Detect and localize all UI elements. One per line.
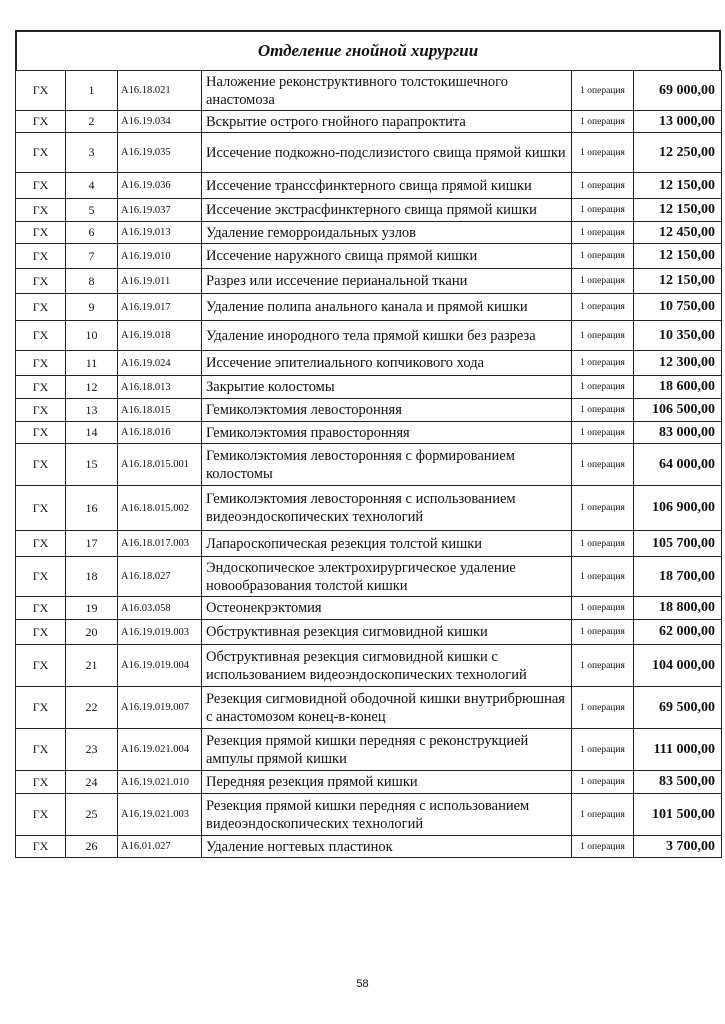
number-cell: 14 bbox=[66, 422, 118, 444]
price-cell: 12 150,00 bbox=[634, 173, 722, 199]
code-cell: A16.19.021.004 bbox=[118, 729, 202, 771]
service-name-cell: Эндоскопическое электрохирургическое удаление новообразования толстой кишки bbox=[202, 557, 572, 597]
unit-cell: 1 операция bbox=[572, 321, 634, 351]
number-cell: 15 bbox=[66, 444, 118, 486]
unit-cell: 1 операция bbox=[572, 836, 634, 858]
table-row bbox=[16, 294, 722, 321]
dept-cell: ГХ bbox=[16, 294, 66, 321]
section-title: Отделение гнойной хирургии bbox=[15, 30, 721, 70]
code-cell: A16.18.015.001 bbox=[118, 444, 202, 486]
number-cell: 10 bbox=[66, 321, 118, 351]
dept-cell: ГХ bbox=[16, 486, 66, 531]
service-name-cell: Резекция прямой кишки передняя с использованием видеоэндоскопических технологий bbox=[202, 794, 572, 836]
number-cell: 5 bbox=[66, 199, 118, 222]
price-cell: 12 150,00 bbox=[634, 269, 722, 294]
dept-cell: ГХ bbox=[16, 222, 66, 244]
table-row bbox=[16, 71, 722, 111]
dept-cell: ГХ bbox=[16, 444, 66, 486]
service-name-cell: Гемиколэктомия левосторонняя bbox=[202, 399, 572, 422]
price-cell: 69 000,00 bbox=[634, 71, 722, 111]
service-name-cell: Гемиколэктомия правосторонняя bbox=[202, 422, 572, 444]
unit-cell: 1 операция bbox=[572, 173, 634, 199]
code-cell: A16.19.010 bbox=[118, 244, 202, 269]
price-cell: 18 600,00 bbox=[634, 376, 722, 399]
table-row bbox=[16, 729, 722, 771]
table-row bbox=[16, 444, 722, 486]
table-row bbox=[16, 399, 722, 422]
dept-cell: ГХ bbox=[16, 794, 66, 836]
number-cell: 26 bbox=[66, 836, 118, 858]
number-cell: 7 bbox=[66, 244, 118, 269]
table-row bbox=[16, 557, 722, 597]
unit-cell: 1 операция bbox=[572, 222, 634, 244]
service-name-cell: Удаление инородного тела прямой кишки без разреза bbox=[202, 321, 572, 351]
dept-cell: ГХ bbox=[16, 729, 66, 771]
unit-cell: 1 операция bbox=[572, 294, 634, 321]
unit-cell: 1 операция bbox=[572, 687, 634, 729]
services-table bbox=[15, 70, 722, 858]
dept-cell: ГХ bbox=[16, 133, 66, 173]
price-cell: 106 900,00 bbox=[634, 486, 722, 531]
unit-cell: 1 операция bbox=[572, 597, 634, 620]
number-cell: 24 bbox=[66, 771, 118, 794]
dept-cell: ГХ bbox=[16, 71, 66, 111]
price-list-sheet bbox=[15, 30, 721, 858]
unit-cell: 1 операция bbox=[572, 269, 634, 294]
table-row bbox=[16, 321, 722, 351]
code-cell: A16.19.013 bbox=[118, 222, 202, 244]
unit-cell: 1 операция bbox=[572, 351, 634, 376]
table-row bbox=[16, 111, 722, 133]
code-cell: A16.03.058 bbox=[118, 597, 202, 620]
unit-cell: 1 операция bbox=[572, 620, 634, 645]
number-cell: 23 bbox=[66, 729, 118, 771]
dept-cell: ГХ bbox=[16, 111, 66, 133]
number-cell: 6 bbox=[66, 222, 118, 244]
service-name-cell: Вскрытие острого гнойного парапроктита bbox=[202, 111, 572, 133]
dept-cell: ГХ bbox=[16, 199, 66, 222]
number-cell: 22 bbox=[66, 687, 118, 729]
code-cell: A16.01.027 bbox=[118, 836, 202, 858]
price-cell: 12 150,00 bbox=[634, 244, 722, 269]
price-cell: 12 450,00 bbox=[634, 222, 722, 244]
dept-cell: ГХ bbox=[16, 771, 66, 794]
service-name-cell: Наложение реконструктивного толстокишечного анастомоза bbox=[202, 71, 572, 111]
number-cell: 12 bbox=[66, 376, 118, 399]
service-name-cell: Иссечение наружного свища прямой кишки bbox=[202, 244, 572, 269]
price-cell: 104 000,00 bbox=[634, 645, 722, 687]
code-cell: A16.19.021.003 bbox=[118, 794, 202, 836]
unit-cell: 1 операция bbox=[572, 771, 634, 794]
unit-cell: 1 операция bbox=[572, 444, 634, 486]
table-row bbox=[16, 486, 722, 531]
price-cell: 64 000,00 bbox=[634, 444, 722, 486]
service-name-cell: Резекция сигмовидной ободочной кишки внутрибрюшная с анастомозом конец-в-конец bbox=[202, 687, 572, 729]
service-name-cell: Остеонекрэктомия bbox=[202, 597, 572, 620]
service-name-cell: Удаление геморроидальных узлов bbox=[202, 222, 572, 244]
dept-cell: ГХ bbox=[16, 321, 66, 351]
unit-cell: 1 операция bbox=[572, 199, 634, 222]
number-cell: 9 bbox=[66, 294, 118, 321]
number-cell: 1 bbox=[66, 71, 118, 111]
dept-cell: ГХ bbox=[16, 557, 66, 597]
number-cell: 4 bbox=[66, 173, 118, 199]
service-name-cell: Закрытие колостомы bbox=[202, 376, 572, 399]
service-name-cell: Гемиколэктомия левосторонняя с формированием колостомы bbox=[202, 444, 572, 486]
code-cell: A16.19.011 bbox=[118, 269, 202, 294]
dept-cell: ГХ bbox=[16, 422, 66, 444]
price-cell: 13 000,00 bbox=[634, 111, 722, 133]
service-name-cell: Разрез или иссечение перианальной ткани bbox=[202, 269, 572, 294]
price-cell: 83 000,00 bbox=[634, 422, 722, 444]
service-name-cell: Удаление ногтевых пластинок bbox=[202, 836, 572, 858]
table-row bbox=[16, 531, 722, 557]
dept-cell: ГХ bbox=[16, 351, 66, 376]
number-cell: 19 bbox=[66, 597, 118, 620]
price-cell: 12 150,00 bbox=[634, 199, 722, 222]
table-row bbox=[16, 244, 722, 269]
unit-cell: 1 операция bbox=[572, 729, 634, 771]
dept-cell: ГХ bbox=[16, 645, 66, 687]
table-row bbox=[16, 199, 722, 222]
price-cell: 18 800,00 bbox=[634, 597, 722, 620]
unit-cell: 1 операция bbox=[572, 645, 634, 687]
table-row bbox=[16, 645, 722, 687]
price-cell: 62 000,00 bbox=[634, 620, 722, 645]
dept-cell: ГХ bbox=[16, 687, 66, 729]
table-row bbox=[16, 620, 722, 645]
table-row bbox=[16, 376, 722, 399]
code-cell: A16.18.015.002 bbox=[118, 486, 202, 531]
code-cell: A16.18.015 bbox=[118, 399, 202, 422]
service-name-cell: Лапароскопическая резекция толстой кишки bbox=[202, 531, 572, 557]
code-cell: A16.18.016 bbox=[118, 422, 202, 444]
service-name-cell: Иссечение эпителиального копчикового хода bbox=[202, 351, 572, 376]
code-cell: A16.19.019.007 bbox=[118, 687, 202, 729]
service-name-cell: Обструктивная резекция сигмовидной кишки bbox=[202, 620, 572, 645]
number-cell: 13 bbox=[66, 399, 118, 422]
service-name-cell: Удаление полипа анального канала и прямой кишки bbox=[202, 294, 572, 321]
dept-cell: ГХ bbox=[16, 399, 66, 422]
code-cell: A16.19.034 bbox=[118, 111, 202, 133]
number-cell: 2 bbox=[66, 111, 118, 133]
unit-cell: 1 операция bbox=[572, 422, 634, 444]
price-cell: 83 500,00 bbox=[634, 771, 722, 794]
unit-cell: 1 операция bbox=[572, 376, 634, 399]
price-cell: 111 000,00 bbox=[634, 729, 722, 771]
number-cell: 18 bbox=[66, 557, 118, 597]
code-cell: A16.19.037 bbox=[118, 199, 202, 222]
table-row bbox=[16, 794, 722, 836]
code-cell: A16.18.021 bbox=[118, 71, 202, 111]
unit-cell: 1 операция bbox=[572, 399, 634, 422]
table-row bbox=[16, 133, 722, 173]
number-cell: 16 bbox=[66, 486, 118, 531]
price-cell: 18 700,00 bbox=[634, 557, 722, 597]
dept-cell: ГХ bbox=[16, 531, 66, 557]
code-cell: A16.19.021.010 bbox=[118, 771, 202, 794]
number-cell: 20 bbox=[66, 620, 118, 645]
number-cell: 21 bbox=[66, 645, 118, 687]
service-name-cell: Иссечение экстрасфинктерного свища прямой кишки bbox=[202, 199, 572, 222]
page-number: 58 bbox=[356, 978, 369, 990]
table-row bbox=[16, 173, 722, 199]
dept-cell: ГХ bbox=[16, 173, 66, 199]
unit-cell: 1 операция bbox=[572, 486, 634, 531]
number-cell: 3 bbox=[66, 133, 118, 173]
dept-cell: ГХ bbox=[16, 269, 66, 294]
code-cell: A16.18.027 bbox=[118, 557, 202, 597]
table-row bbox=[16, 597, 722, 620]
code-cell: A16.19.019.004 bbox=[118, 645, 202, 687]
number-cell: 17 bbox=[66, 531, 118, 557]
price-cell: 12 250,00 bbox=[634, 133, 722, 173]
dept-cell: ГХ bbox=[16, 376, 66, 399]
price-cell: 101 500,00 bbox=[634, 794, 722, 836]
table-row bbox=[16, 351, 722, 376]
code-cell: A16.19.035 bbox=[118, 133, 202, 173]
service-name-cell: Обструктивная резекция сигмовидной кишки с использованием видеоэндоскопических технологий bbox=[202, 645, 572, 687]
price-cell: 69 500,00 bbox=[634, 687, 722, 729]
service-name-cell: Передняя резекция прямой кишки bbox=[202, 771, 572, 794]
unit-cell: 1 операция bbox=[572, 244, 634, 269]
service-name-cell: Гемиколэктомия левосторонняя с использованием видеоэндоскопических технологий bbox=[202, 486, 572, 531]
table-row bbox=[16, 687, 722, 729]
unit-cell: 1 операция bbox=[572, 531, 634, 557]
price-cell: 10 750,00 bbox=[634, 294, 722, 321]
number-cell: 8 bbox=[66, 269, 118, 294]
dept-cell: ГХ bbox=[16, 244, 66, 269]
table-row bbox=[16, 422, 722, 444]
dept-cell: ГХ bbox=[16, 597, 66, 620]
code-cell: A16.19.019.003 bbox=[118, 620, 202, 645]
unit-cell: 1 операция bbox=[572, 111, 634, 133]
price-cell: 10 350,00 bbox=[634, 321, 722, 351]
price-cell: 105 700,00 bbox=[634, 531, 722, 557]
services-table-body bbox=[16, 71, 722, 858]
dept-cell: ГХ bbox=[16, 836, 66, 858]
number-cell: 11 bbox=[66, 351, 118, 376]
code-cell: A16.19.036 bbox=[118, 173, 202, 199]
table-row bbox=[16, 836, 722, 858]
service-name-cell: Иссечение подкожно-подслизистого свища прямой кишки bbox=[202, 133, 572, 173]
price-cell: 3 700,00 bbox=[634, 836, 722, 858]
unit-cell: 1 операция bbox=[572, 133, 634, 173]
dept-cell: ГХ bbox=[16, 620, 66, 645]
number-cell: 25 bbox=[66, 794, 118, 836]
code-cell: A16.19.017 bbox=[118, 294, 202, 321]
table-row bbox=[16, 771, 722, 794]
unit-cell: 1 операция bbox=[572, 794, 634, 836]
code-cell: A16.19.024 bbox=[118, 351, 202, 376]
code-cell: A16.18.013 bbox=[118, 376, 202, 399]
code-cell: A16.18.017.003 bbox=[118, 531, 202, 557]
price-cell: 12 300,00 bbox=[634, 351, 722, 376]
table-row bbox=[16, 269, 722, 294]
code-cell: A16.19.018 bbox=[118, 321, 202, 351]
service-name-cell: Иссечение транссфинктерного свища прямой кишки bbox=[202, 173, 572, 199]
price-cell: 106 500,00 bbox=[634, 399, 722, 422]
unit-cell: 1 операция bbox=[572, 71, 634, 111]
unit-cell: 1 операция bbox=[572, 557, 634, 597]
table-row bbox=[16, 222, 722, 244]
service-name-cell: Резекция прямой кишки передняя с реконструкцией ампулы прямой кишки bbox=[202, 729, 572, 771]
